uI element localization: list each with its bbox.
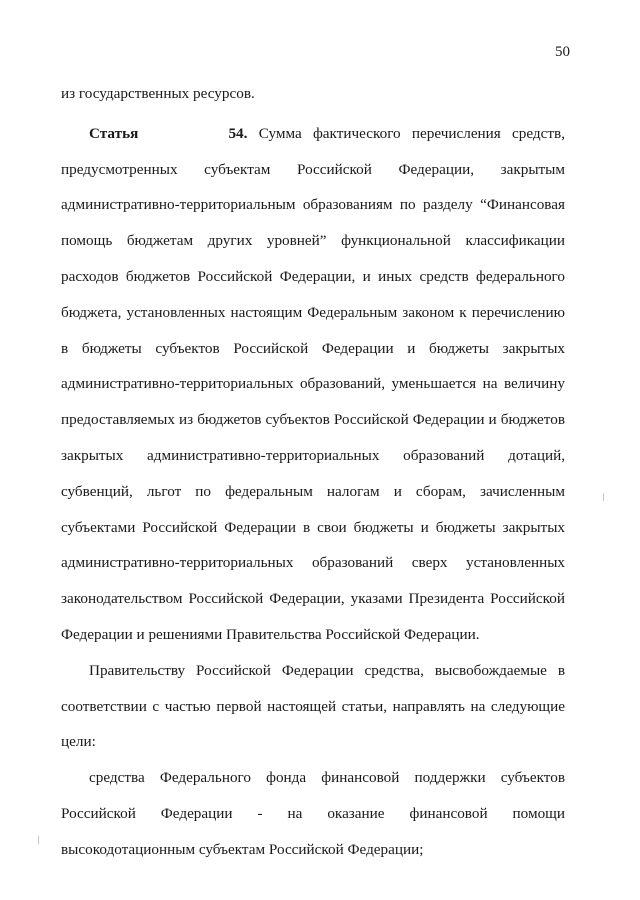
- text-line: административно-территориальных образований сверх установленных: [61, 554, 565, 572]
- text-line: Российской Федерации - на оказание финансовой помощи: [61, 804, 565, 822]
- text-line: предусмотренных субъектам Российской Федерации, закрытым: [61, 160, 565, 178]
- text-line: предоставляемых из бюджетов субъектов Российской Федерации и бюджетов: [61, 411, 565, 429]
- scan-speck: [603, 493, 604, 501]
- text-line: административно-территориальных образований, уменьшается на величину: [61, 375, 565, 393]
- text-line: закрытых административно-территориальных образований дотаций,: [61, 446, 565, 464]
- text-line: высокодотационным субъектам Российской Федерации;: [61, 840, 424, 858]
- text-line: помощь бюджетам других уровней” функциональной классификации: [61, 232, 565, 250]
- text-line: Правительству Российской Федерации средства, высвобождаемые в: [89, 661, 565, 679]
- text-line: цели:: [61, 733, 96, 751]
- page-number: 50: [555, 44, 570, 60]
- text-line: законодательством Российской Федерации, указами Президента Российской: [61, 590, 565, 608]
- text-line: из государственных ресурсов.: [61, 85, 255, 102]
- text-line: расходов бюджетов Российской Федерации, и иных средств федерального: [61, 267, 565, 285]
- text-line: субъектами Российской Федерации в свои бюджеты и бюджеты закрытых: [61, 518, 565, 536]
- text-line: бюджета, установленных настоящим Федеральным законом к перечислению: [61, 303, 565, 321]
- scan-speck: [38, 836, 39, 844]
- text-line: Федерации и решениями Правительства Российской Федерации.: [61, 625, 480, 643]
- text-line: субвенций, льгот по федеральным налогам и сборам, зачисленным: [61, 482, 565, 500]
- document-body: [61, 76, 565, 868]
- text-line: соответствии с частью первой настоящей статьи, направлять на следующие: [61, 697, 565, 715]
- article-first-line-text: Сумма фактического перечисления средств,: [258, 124, 565, 142]
- article-heading-line: [61, 116, 565, 152]
- text-line: административно-территориальным образованиям по разделу “Финансовая: [61, 196, 565, 214]
- article-label: Статья: [89, 124, 139, 142]
- article-number: 54.: [228, 124, 248, 142]
- text-line: средства Федерального фонда финансовой поддержки субъектов: [89, 769, 565, 787]
- text-line: в бюджеты субъектов Российской Федерации и бюджеты закрытых: [61, 339, 565, 357]
